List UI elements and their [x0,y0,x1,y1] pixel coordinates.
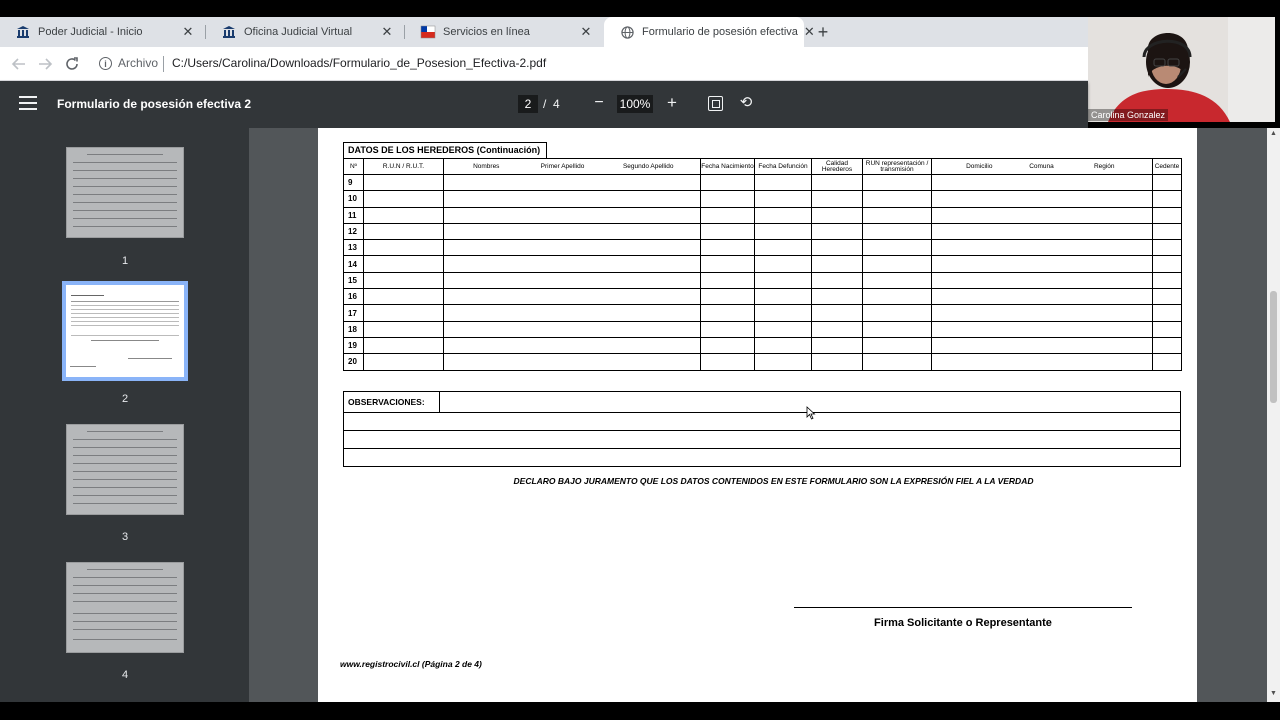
table-cell [932,321,1027,337]
mouse-cursor-icon [806,406,816,420]
table-cell [1153,305,1182,321]
table-cell [1057,289,1153,305]
table-cell [529,272,597,288]
table-cell [1153,223,1182,239]
table-cell [932,305,1027,321]
table-cell [597,289,701,305]
table-cell [1027,207,1057,223]
table-cell [701,191,755,207]
page-thumbnail-3[interactable] [66,424,184,515]
row-number: 17 [344,305,364,321]
table-cell [1027,223,1057,239]
table-cell [755,305,812,321]
scrollbar-thumb[interactable] [1270,291,1277,403]
table-cell [755,354,812,370]
signature-line [794,607,1132,608]
table-cell [701,305,755,321]
close-tab-icon[interactable]: ✕ [580,24,592,39]
table-cell [701,272,755,288]
table-cell [597,321,701,337]
table-cell [863,207,932,223]
table-cell [529,191,597,207]
table-cell [1027,191,1057,207]
table-cell [812,207,863,223]
table-cell [755,240,812,256]
table-cell [701,256,755,272]
table-cell [364,207,444,223]
judicial-icon [16,25,30,39]
webcam-participant-name: Carolina Gonzalez [1088,109,1168,121]
table-row [344,240,1182,256]
table-cell [755,272,812,288]
table-row [344,305,1182,321]
table-cell [444,321,529,337]
pdf-page [318,128,1197,702]
table-cell [597,305,701,321]
column-header: Región [1057,159,1153,175]
column-header: Comuna [1027,159,1057,175]
table-cell [701,240,755,256]
table-cell [863,321,932,337]
table-cell [529,289,597,305]
table-cell [863,337,932,353]
table-cell [597,240,701,256]
table-cell [755,191,812,207]
table-cell [932,289,1027,305]
column-header: Cedente [1153,159,1182,175]
row-number: 20 [344,354,364,370]
table-cell [812,321,863,337]
table-cell [364,354,444,370]
table-row [344,272,1182,288]
vertical-scrollbar[interactable] [1267,128,1280,702]
table-row [344,207,1182,223]
table-cell [755,321,812,337]
table-cell [364,289,444,305]
row-number: 18 [344,321,364,337]
table-cell [444,354,529,370]
row-number: 12 [344,223,364,239]
scroll-down-arrow-icon[interactable]: ▼ [1270,690,1277,697]
table-cell [444,223,529,239]
column-header: Nombres [444,159,529,175]
table-cell [529,223,597,239]
table-cell [1057,175,1153,191]
tab-title: Poder Judicial - Inicio [38,26,143,38]
tab-formulario-posesion[interactable] [604,17,815,47]
table-cell [597,354,701,370]
table-cell [364,337,444,353]
tab-bar [0,17,1088,47]
document-title: Formulario de posesión efectiva 2 [57,97,252,111]
table-cell [364,256,444,272]
hamburger-menu-icon[interactable] [19,96,37,112]
table-cell [812,272,863,288]
table-cell [1153,354,1182,370]
document-viewport[interactable] [249,128,1267,702]
table-cell [364,305,444,321]
table-cell [863,305,932,321]
row-number: 15 [344,272,364,288]
table-cell [1027,305,1057,321]
table-cell [932,337,1027,353]
table-cell [701,321,755,337]
table-cell [364,321,444,337]
back-arrow-icon[interactable] [8,53,30,75]
row-number: 9 [344,175,364,191]
thumbnail-label: 2 [121,393,129,405]
table-cell [529,354,597,370]
table-row [344,337,1182,353]
table-cell [1153,272,1182,288]
zoom-out-button[interactable]: − [594,94,604,111]
table-cell [1153,207,1182,223]
table-cell [755,289,812,305]
tab-title: Formulario de posesión efectiva [642,26,798,38]
table-cell [701,289,755,305]
thumbnail-label: 4 [121,669,129,681]
fit-to-page-icon[interactable] [708,96,723,111]
zoom-in-button[interactable]: + [667,93,677,112]
table-cell [863,256,932,272]
table-cell [1153,175,1182,191]
row-number: 14 [344,256,364,272]
table-cell [812,354,863,370]
table-cell [812,256,863,272]
table-cell [444,240,529,256]
observations-box [343,391,1181,467]
table-cell [444,289,529,305]
table-cell [1027,337,1057,353]
tab-oficina-judicial[interactable] [206,17,405,47]
close-tab-icon[interactable]: ✕ [182,24,194,39]
table-cell [597,337,701,353]
table-cell [597,191,701,207]
table-cell [597,256,701,272]
table-cell [444,256,529,272]
table-cell [1153,289,1182,305]
table-cell [1153,191,1182,207]
table-cell [701,354,755,370]
table-row [344,289,1182,305]
table-cell [1027,354,1057,370]
table-row [344,256,1182,272]
table-cell [1057,272,1153,288]
table-cell [932,175,1027,191]
table-cell [597,175,701,191]
table-cell [932,191,1027,207]
table-cell [1057,337,1153,353]
tab-poder-judicial[interactable] [0,17,206,47]
table-cell [1027,256,1057,272]
table-cell [812,337,863,353]
row-number: 19 [344,337,364,353]
table-cell [863,191,932,207]
omnibox-divider [163,56,164,72]
table-cell [932,354,1027,370]
table-cell [1057,191,1153,207]
sworn-declaration: DECLARO BAJO JURAMENTO QUE LOS DATOS CONTENIDOS EN ESTE FORMULARIO SON LA EXPRESIÓN FIEL A LA VERDAD [513,476,1034,486]
table-cell [1057,354,1153,370]
new-tab-button[interactable]: + [817,21,829,42]
table-cell [597,223,701,239]
table-cell [1057,321,1153,337]
table-cell [932,272,1027,288]
table-cell [863,354,932,370]
thumbnail-label: 1 [121,255,129,267]
table-cell [364,191,444,207]
tab-title: Servicios en línea [443,26,530,38]
table-cell [812,191,863,207]
observations-line [344,412,1180,413]
table-cell [863,223,932,239]
table-cell [1027,272,1057,288]
column-header: R.U.N / R.U.T. [364,159,444,175]
table-cell [701,337,755,353]
table-cell [444,175,529,191]
page-thumbnail-1[interactable] [66,147,184,238]
file-scheme-label: Archivo [118,56,159,70]
screen-bottom-bar [0,702,1280,720]
table-cell [755,337,812,353]
row-number: 16 [344,289,364,305]
table-cell [1027,289,1057,305]
table-cell [444,337,529,353]
judicial-icon [222,25,236,39]
row-number: 13 [344,240,364,256]
table-cell [529,256,597,272]
table-cell [1057,256,1153,272]
scroll-up-arrow-icon[interactable]: ▲ [1270,130,1277,137]
column-header: Fecha Nacimiento [701,159,755,175]
table-cell [444,207,529,223]
observations-line [344,448,1180,449]
forward-arrow-icon[interactable] [34,53,56,75]
column-header: Domicilio [932,159,1027,175]
table-row [344,191,1182,207]
page-number-input[interactable]: 2 [518,95,538,113]
column-header: Calidad Herederos [812,159,863,175]
info-icon[interactable]: i [99,57,112,70]
column-header: Nº [344,159,364,175]
thumbnail-label: 3 [121,531,129,543]
table-cell [863,289,932,305]
heirs-section-title: DATOS DE LOS HEREDEROS (Continuación) [343,142,547,158]
table-cell [701,223,755,239]
column-header: Segundo Apellido [597,159,701,175]
table-cell [1057,207,1153,223]
table-cell [701,207,755,223]
flag-icon [421,25,435,39]
browser-toolbar [0,47,1088,81]
table-cell [863,175,932,191]
total-pages: 4 [553,97,560,111]
table-cell [755,256,812,272]
row-number: 11 [344,207,364,223]
table-cell [1057,223,1153,239]
observations-label: OBSERVACIONES: [344,392,440,412]
row-number: 10 [344,191,364,207]
table-cell [444,272,529,288]
table-cell [1027,321,1057,337]
table-cell [529,337,597,353]
table-cell [863,272,932,288]
rotate-icon[interactable]: ⟲ [739,94,753,111]
table-cell [812,305,863,321]
table-cell [812,175,863,191]
globe-icon [620,25,634,39]
table-cell [1153,240,1182,256]
table-cell [364,223,444,239]
table-cell [597,207,701,223]
page-separator: / [543,97,547,111]
table-cell [597,272,701,288]
heirs-table [343,158,1182,371]
table-cell [1027,175,1057,191]
column-header: Fecha Defunción [755,159,812,175]
observations-line [344,430,1180,431]
table-cell [863,240,932,256]
table-row [344,321,1182,337]
table-row [344,175,1182,191]
signature-label: Firma Solicitante o Representante [874,617,1052,629]
table-cell [529,321,597,337]
table-cell [529,240,597,256]
table-cell [1153,321,1182,337]
table-cell [444,191,529,207]
table-cell [755,175,812,191]
table-cell [1153,337,1182,353]
table-cell [444,305,529,321]
table-row [344,354,1182,370]
close-tab-icon[interactable]: ✕ [803,24,815,39]
tab-title: Oficina Judicial Virtual [244,26,353,38]
tab-servicios-en-linea[interactable] [405,17,604,47]
table-cell [701,175,755,191]
column-header: RUN representación / transmisión [863,159,932,175]
webcam-video [1088,17,1275,122]
column-header: Primer Apellido [529,159,597,175]
table-cell [812,223,863,239]
table-cell [364,175,444,191]
table-cell [755,207,812,223]
table-cell [932,256,1027,272]
table-cell [755,223,812,239]
table-cell [812,289,863,305]
table-cell [812,240,863,256]
table-cell [529,305,597,321]
table-cell [1057,305,1153,321]
table-cell [932,223,1027,239]
table-cell [1153,256,1182,272]
thumbnail-sidebar [0,128,249,702]
table-cell [364,272,444,288]
table-cell [364,240,444,256]
page-thumbnail-2[interactable] [66,285,184,377]
close-tab-icon[interactable]: ✕ [381,24,393,39]
zoom-level-input[interactable]: 100% [617,95,653,113]
table-row [344,223,1182,239]
page-thumbnail-4[interactable] [66,562,184,653]
table-cell [529,207,597,223]
table-cell [529,175,597,191]
table-cell [1057,240,1153,256]
address-bar-url[interactable]: C:/Users/Carolina/Downloads/Formulario_de_Posesion_Efectiva-2.pdf [172,56,547,70]
pdf-viewer-toolbar [0,81,1088,128]
table-cell [1027,240,1057,256]
table-cell [932,240,1027,256]
table-cell [932,207,1027,223]
reload-icon[interactable] [61,53,83,75]
page-footer: www.registrocivil.cl (Página 2 de 4) [340,659,482,669]
